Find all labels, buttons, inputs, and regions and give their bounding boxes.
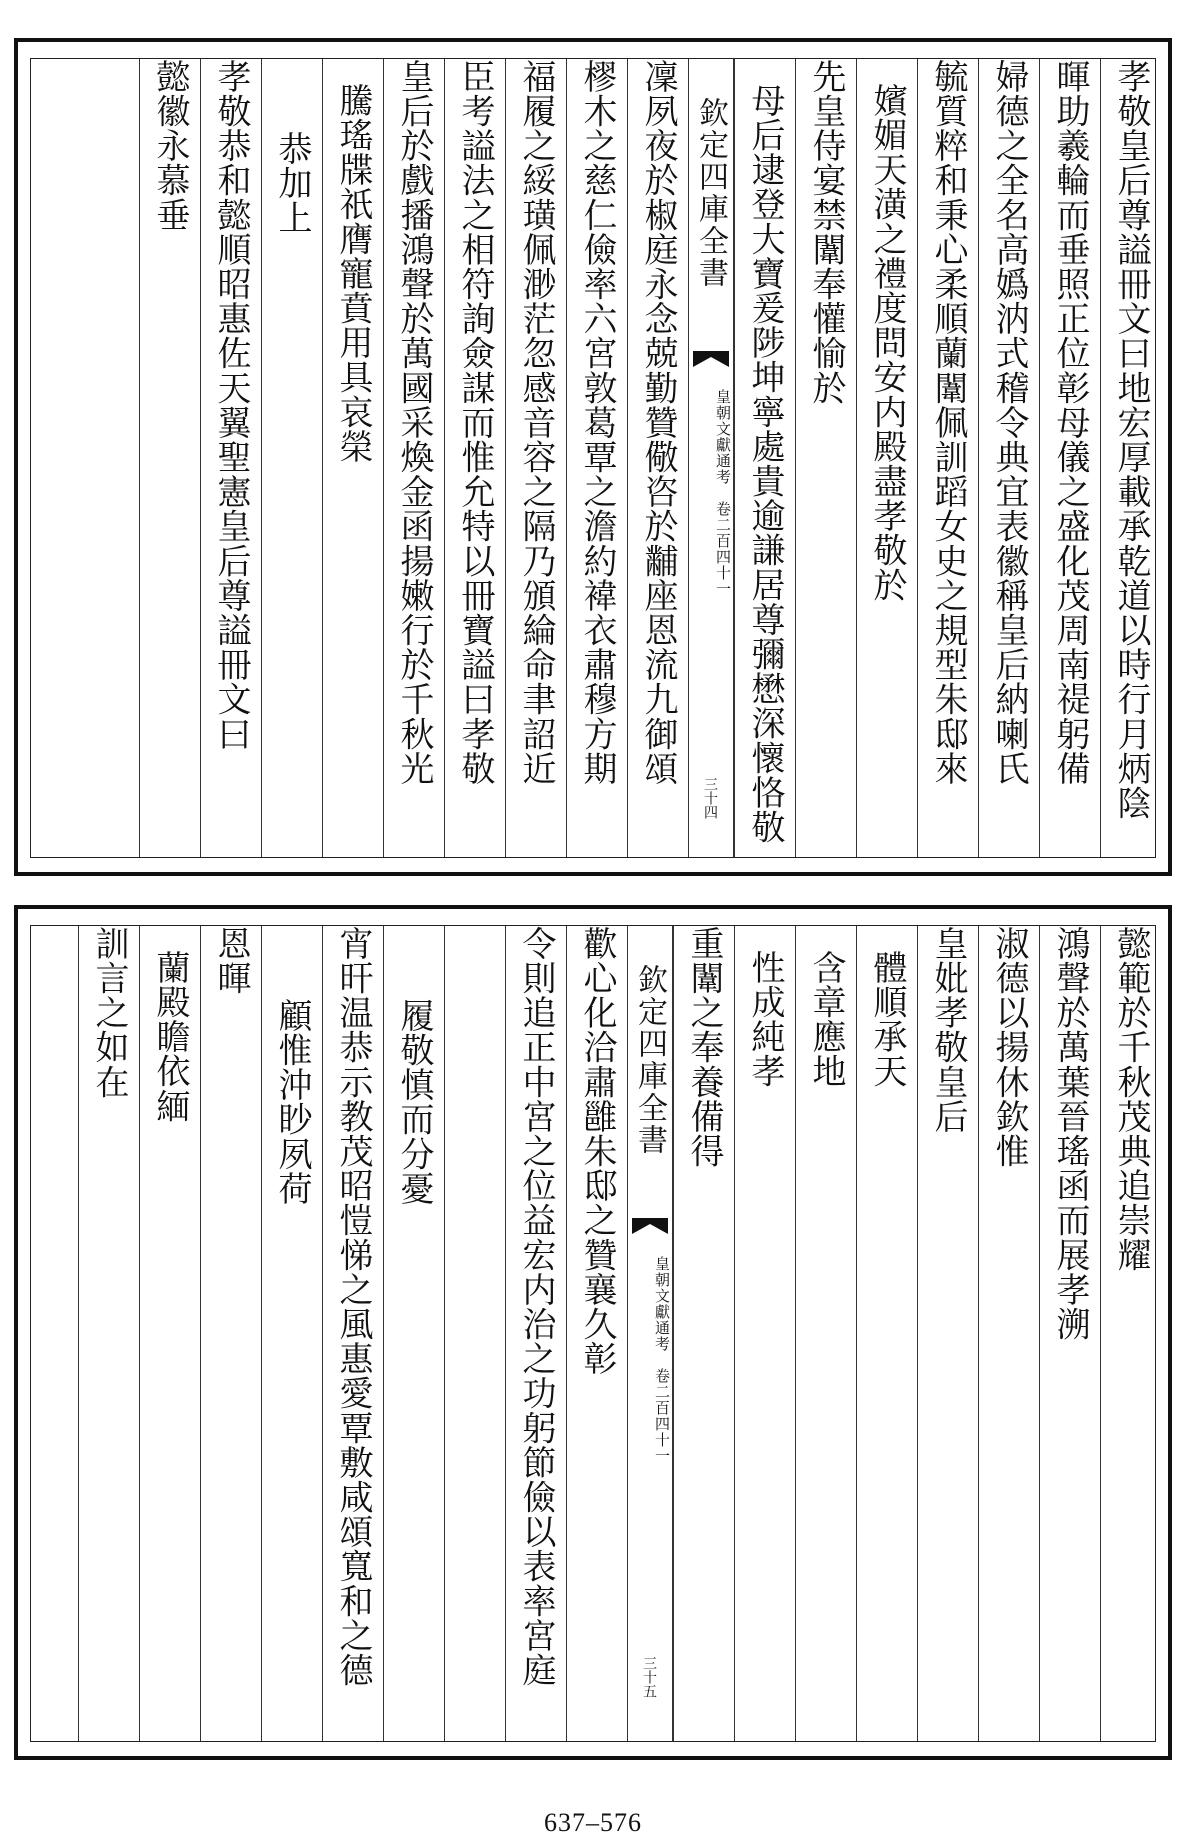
text-column: 母后逮登大寶爰陟坤寧處貴逾謙居尊彌懋深懷恪敬 bbox=[734, 59, 795, 857]
leaf-number: 三十五 bbox=[641, 1656, 657, 1698]
text-column: 含章應地 bbox=[795, 926, 856, 1741]
text-column: 毓質粹和秉心柔順蘭闈佩訓蹈女史之規型朱邸來 bbox=[917, 59, 978, 857]
upper-page bbox=[14, 38, 1172, 876]
text-column: 福履之綏璜佩渺茫忽感音容之隔乃頒綸命聿詔近 bbox=[505, 59, 566, 857]
text-column: 履敬慎而分憂 bbox=[383, 926, 444, 1741]
text-column: 婦德之全名高嬀汭式稽令典宜表徽稱皇后納喇氏 bbox=[978, 59, 1039, 857]
text-column: 恭加上 bbox=[261, 59, 322, 857]
fish-tail-mark bbox=[632, 1218, 668, 1234]
upper-page-frame bbox=[30, 58, 1156, 858]
text-column: 訓言之如在 bbox=[78, 926, 139, 1741]
text-column: 皇后於戲播鴻聲於萬國采煥金函揚嫩行於千秋光 bbox=[383, 59, 444, 857]
lower-page bbox=[14, 905, 1172, 1760]
book-title: 欽定四庫全書 bbox=[632, 964, 667, 1156]
text-column: 性成純孝 bbox=[734, 926, 795, 1741]
book-title: 欽定四庫全書 bbox=[693, 97, 728, 289]
text-column: 令則追正中宮之位益宏内治之功躬節儉以表率宮庭 bbox=[505, 926, 566, 1741]
text-column: 宵旰温恭示教茂昭愷悌之風惠愛覃敷咸頌寬和之德 bbox=[322, 926, 383, 1741]
text-column: 孝敬恭和懿順昭惠佐天翼聖憲皇后尊謚冊文曰 bbox=[200, 59, 261, 857]
text-column: 恩暉 bbox=[200, 926, 261, 1741]
text-column: 淑德以揚休欽惟 bbox=[978, 926, 1039, 1741]
text-column: 體順承天 bbox=[856, 926, 917, 1741]
text-column: 顧惟沖眇夙荷 bbox=[261, 926, 322, 1741]
text-column: 歡心化洽肅雝朱邸之贊襄久彰 bbox=[566, 926, 627, 1741]
text-column: 暉助羲輪而垂照正位彰母儀之盛化茂周南禔躬備 bbox=[1039, 59, 1100, 857]
section-title: 皇朝文獻通考 卷二百四十一 bbox=[714, 389, 732, 597]
text-column: 鴻聲於萬葉晉瑤函而展孝溯 bbox=[1039, 926, 1100, 1741]
text-column: 嬪媚天潢之禮度問安内殿盡孝敬於 bbox=[856, 59, 917, 857]
text-column: 懿範於千秋茂典追崇耀 bbox=[1100, 926, 1161, 1741]
text-column: 樛木之慈仁儉率六宮敦葛覃之澹約褘衣肅穆方期 bbox=[566, 59, 627, 857]
text-column bbox=[444, 926, 505, 1741]
text-column: 蘭殿瞻依緬 bbox=[139, 926, 200, 1741]
text-column: 孝敬皇后尊謚冊文曰地宏厚載承乾道以時行月炳陰 bbox=[1100, 59, 1161, 857]
section-title: 皇朝文獻通考 卷二百四十一 bbox=[653, 1256, 671, 1464]
fish-tail-mark bbox=[693, 351, 729, 367]
lower-page-frame bbox=[30, 925, 1156, 1742]
leaf-number: 三十四 bbox=[702, 777, 718, 819]
text-column: 懿徽永慕垂 bbox=[139, 59, 200, 857]
text-column: 先皇侍宴禁闈奉懽愉於 bbox=[795, 59, 856, 857]
text-column: 騰瑤牒祇膺寵賁用具哀榮 bbox=[322, 59, 383, 857]
center-fold bbox=[627, 926, 673, 1741]
text-column: 皇妣孝敬皇后 bbox=[917, 926, 978, 1741]
page-footer-number: 637–576 bbox=[544, 1808, 642, 1837]
center-fold bbox=[688, 59, 734, 857]
text-column: 臣考謚法之相符詢僉謀而惟允特以冊寶謚曰孝敬 bbox=[444, 59, 505, 857]
text-column: 重闈之奉養備得 bbox=[673, 926, 734, 1741]
text-column: 凜夙夜於椒庭永念兢勤贊儆咨於黼座恩流九御頌 bbox=[627, 59, 688, 857]
